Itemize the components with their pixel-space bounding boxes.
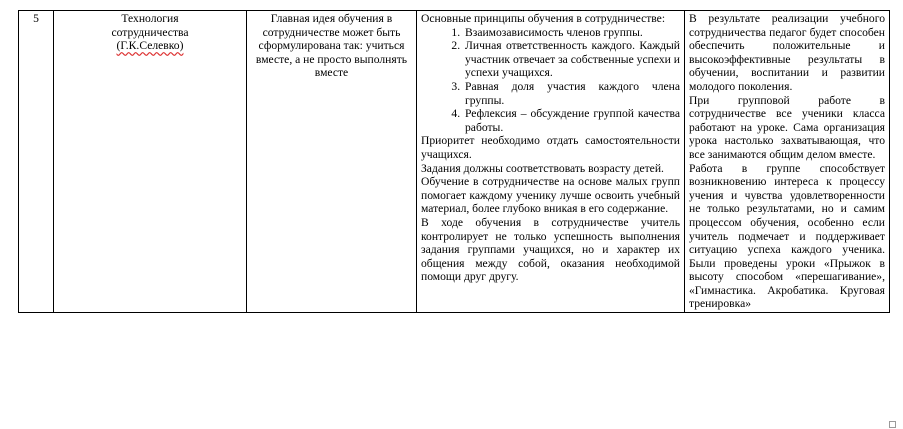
main-idea-text: Главная идея обучения в сотрудничестве может быть сформулирована так: учиться вместе, а не просто выполнять вместе bbox=[255, 12, 408, 80]
results-paragraph: В результате реализации учебного сотрудничества педагог будет способен обеспечить положительные и высокоэффективные результаты в обучении, воспитании и развитии молодого поколения. bbox=[689, 12, 885, 93]
row-number: 5 bbox=[33, 12, 39, 25]
table-end-marker bbox=[889, 421, 896, 428]
technology-table bbox=[18, 10, 890, 313]
list-item: 3. Равная доля участия каждого члена группы. bbox=[463, 80, 680, 107]
results-cell bbox=[685, 11, 890, 313]
principles-paragraph: Задания должны соответствовать возрасту детей. bbox=[421, 161, 664, 175]
results-paragraph: При групповой работе в сотрудничестве все ученики класса работают на уроке. Сама организация урока настолько захватывающая, что все занимаются общим делом вместе. bbox=[689, 93, 885, 161]
technology-name-cell bbox=[54, 11, 247, 313]
principles-cell bbox=[417, 11, 685, 313]
principles-paragraph: Приоритет необходимо отдать самостоятельности учащихся. bbox=[421, 134, 680, 161]
technology-title-line1: Технология bbox=[121, 12, 179, 25]
technology-author: (Г.К.Селевко) bbox=[116, 39, 184, 53]
main-idea-cell bbox=[247, 11, 417, 313]
table-row bbox=[19, 11, 890, 313]
list-item: 4. Рефлексия – обсуждение группой качества работы. bbox=[463, 107, 680, 134]
list-item: 1. Взаимозависимость членов группы. bbox=[463, 26, 680, 40]
principles-intro: Основные принципы обучения в сотрудничестве: bbox=[421, 12, 666, 25]
principles-paragraph: Обучение в сотрудничестве на основе малых групп помогает каждому ученику лучше освоить учебный материал, более глубоко вникая в его содержание. bbox=[421, 175, 680, 216]
list-item: 2. Личная ответственность каждого. Каждый участник отвечает за собственные успехи и успехи учащихся. bbox=[463, 39, 680, 80]
principles-list bbox=[421, 26, 680, 135]
technology-title-line2: сотрудничества bbox=[111, 25, 189, 39]
results-paragraph: Работа в группе способствует возникновению интереса к процессу учения и чувства удовлетворенности не только результатами, но и самим процессом обучения, особенно если учитель подмечает и поддерживает ситуацию успеха каждого ученика. Были проведены уроки «Прыжок в высоту способом «перешагивание», «Гимнастика. Акробатика. Круговая тренировка» bbox=[689, 161, 885, 311]
principles-paragraph: В ходе обучения в сотрудничестве учитель контролирует не только успешность выполнения задания группами учащихся, но и характер их общения между собой, оказания необходимой помощи друг другу. bbox=[421, 215, 680, 284]
row-number-cell bbox=[19, 11, 54, 313]
